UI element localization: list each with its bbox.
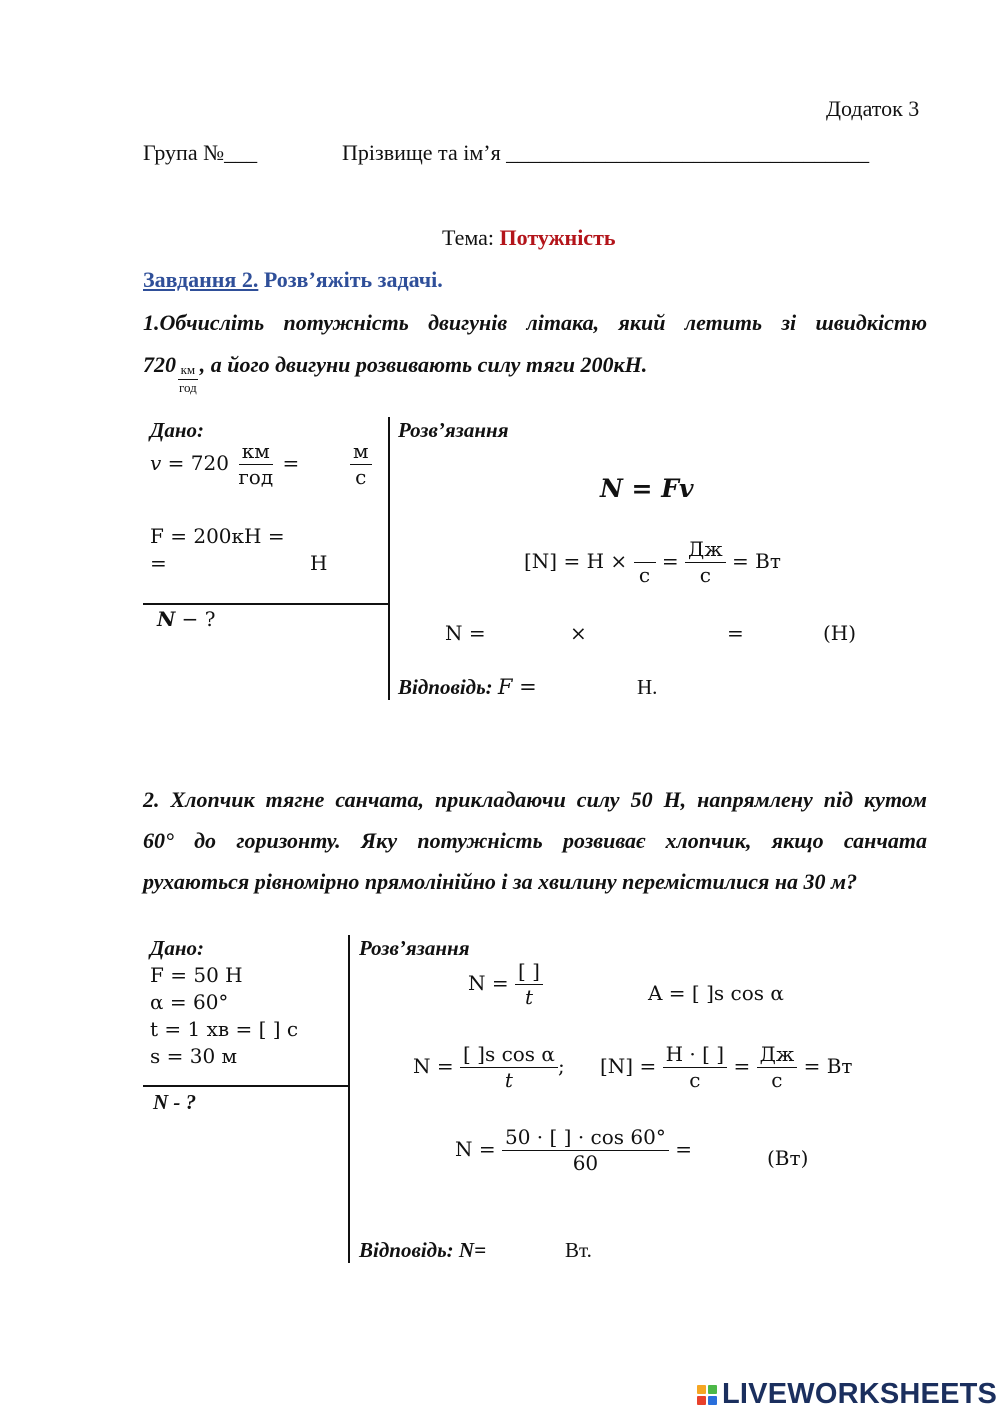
f1-lhs: N = [468,971,509,995]
f5-num: 50 · [ ] · cos 60° [502,1126,669,1151]
appendix-label: Додаток 3 [826,96,920,121]
problem1-line1: 1.Обчисліть потужність двигунів літака, який летить зі швидкістю [143,310,927,335]
velocity-si-den: с [355,465,367,489]
given1-velocity [150,440,299,489]
group-field: Група №___ [143,140,258,165]
f4-frac2-num: Дж [757,1043,798,1068]
speed-unit-den: год [179,379,197,395]
velocity-unit-num: км [239,440,273,465]
f5-den: 60 [572,1151,599,1175]
f4-num: Н · [ ] [663,1043,727,1068]
name-field: Прізвище та ім’я _________________________________ [342,140,870,165]
f1-num: [ ] [515,960,543,985]
logo-square-3 [697,1396,706,1405]
answer1-unit: Н. [637,675,658,699]
speed-unit-num: км [178,363,199,380]
problem2-line3: рухаються рівномірно прямолінійно і за хвилину перемістилися на 30 м? [143,869,858,894]
solution2-f1 [468,960,543,1009]
task-title [143,267,443,293]
answer2-unit: Вт. [565,1238,592,1262]
task-instruction: Розв’яжіть задачі. [263,267,443,292]
given2-find: N - ? [153,1090,197,1114]
problem1-speed-value: 720 [143,352,176,377]
task-number: Завдання 2. [143,267,259,292]
given1-force: F = 200кН = [150,524,285,548]
units-frac2 [685,538,726,587]
problem1-divider-vertical [388,417,390,700]
solution1-calc-lhs: N = [445,621,486,645]
given1-title: Дано: [150,418,204,442]
f4-frac2-den: с [771,1068,783,1092]
answer2-expr: N= [458,1238,487,1262]
solution2-f5-unit: (Вт) [767,1146,809,1170]
f3-num: [ ]s cos α [460,1043,558,1068]
solution2-f5 [455,1126,692,1175]
given2-title: Дано: [150,936,204,960]
problem1-line2 [143,343,647,396]
f4-lhs: [N] = [600,1054,657,1078]
solution2-f3 [413,1043,565,1092]
solution1-units [524,538,781,587]
logo-square-4 [708,1396,717,1405]
f3-sep: ; [557,1054,565,1078]
velocity-unit-den: год [238,465,274,489]
velocity-si-num: м [350,440,372,465]
solution2-f2: A = [ ]s cos α [648,981,784,1005]
logo-text: LIVEWORKSHEETS [722,1378,998,1410]
given2-angle: α = 60° [150,990,229,1014]
solution1-title: Розв’язання [398,418,509,442]
given1-find [157,607,215,631]
units-frac1 [634,538,656,587]
f4-eq: = [733,1054,751,1078]
topic-value: Потужність [499,225,616,250]
units-frac2-num: Дж [685,538,726,563]
logo-square-1 [697,1385,706,1394]
given2-distance: s = 30 м [150,1044,238,1068]
topic-line [442,225,616,251]
velocity-unit [235,440,276,489]
f5-lhs: N = [455,1137,496,1161]
units-frac1-num [634,538,656,563]
problem2-line1: 2. Хлопчик тягне санчата, прикладаючи силу 50 Н, напрямлену під кутом [143,787,927,812]
problem2-divider-horizontal [143,1085,348,1087]
given2-time: t = 1 хв = [ ] с [150,1017,299,1041]
units-frac2-den: с [699,563,711,587]
answer2-label: Відповідь: [359,1238,454,1262]
logo-square-2 [708,1385,717,1394]
solution2-title: Розв’язання [359,936,470,960]
f4-den: с [689,1068,701,1092]
f4-rhs: = Вт [803,1054,853,1078]
problem1-divider-horizontal [143,603,388,605]
solution1-formula: N = Fv [600,474,694,503]
given2-force: F = 50 Н [150,963,243,987]
velocity-symbol: v [150,451,162,475]
f5-eq: = [675,1137,692,1161]
find-rest: − ? [175,607,216,631]
solution1-calc-times: × [570,621,587,645]
velocity-eq: = [282,451,300,475]
solution1-calc-unit: (Н) [823,621,857,645]
topic-label: Тема: [442,225,495,250]
problem2-line2: 60° до горизонту. Яку потужність розвиває хлопчик, якщо санчата [143,828,927,853]
f1-den: t [524,985,533,1009]
solution1-answer [398,675,537,700]
f3-lhs: N = [413,1054,454,1078]
find-symbol: N [157,607,176,631]
velocity-si-unit [350,440,372,489]
logo-mark-icon [697,1385,717,1405]
units-eq1: = [661,549,679,573]
given1-force-eq: = [150,551,167,575]
given1-force-unit: Н [310,551,328,575]
answer1-expr: F = [497,675,537,699]
problem1-text-rest: , а його двигуни розвивають силу тяги 200кН. [199,352,648,377]
solution2-answer [359,1238,486,1263]
answer1-label: Відповідь: [398,675,493,699]
units-lhs: [N] = H × [524,549,628,573]
solution1-calc-eq: = [727,621,744,645]
units-rhs: = Вт [732,549,781,573]
units-frac1-den: с [638,563,651,587]
liveworksheets-logo [697,1378,997,1411]
velocity-value: = 720 [167,451,229,475]
f3-den: t [504,1068,513,1092]
problem1-speed-unit [176,363,200,396]
solution2-f4 [600,1043,852,1092]
problem2-divider-vertical [348,935,350,1263]
